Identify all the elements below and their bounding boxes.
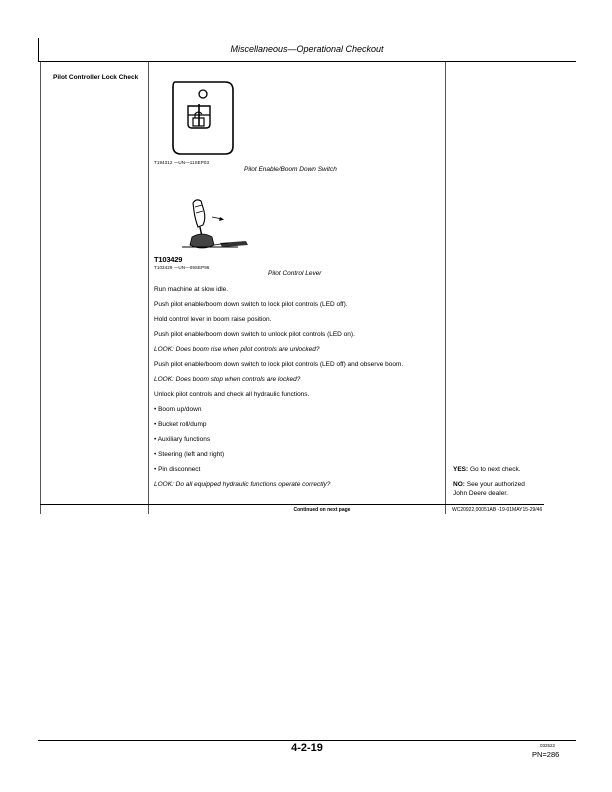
yes-label: YES: bbox=[453, 466, 469, 473]
look-check-text: LOOK: Does boom stop when controls are locked? bbox=[154, 376, 301, 383]
bullet-item: • Boom up/down bbox=[154, 406, 202, 413]
figure-caption: Pilot Control Lever bbox=[268, 270, 322, 277]
yes-text: Go to next check. bbox=[469, 466, 521, 473]
continued-note: Continued on next page bbox=[293, 507, 351, 513]
bullet-item: • Steering (left and right) bbox=[154, 451, 225, 458]
step-text: Run machine at slow idle. bbox=[154, 286, 229, 293]
footer-date-code: 032522 bbox=[540, 743, 556, 748]
page-header-title: Miscellaneous—Operational Checkout bbox=[230, 44, 384, 54]
no-text: See your authorized bbox=[466, 481, 525, 488]
figure-label: T103429 bbox=[154, 255, 183, 264]
column-divider-right bbox=[445, 62, 446, 514]
section-bottom-rule bbox=[40, 504, 544, 505]
look-check-text: LOOK: Do all equipped hydraulic functions operate correctly? bbox=[154, 481, 331, 488]
bullet-item: • Pin disconnect bbox=[154, 466, 201, 473]
step-text: Hold control lever in boom raise position. bbox=[154, 316, 272, 323]
step-text: Push pilot enable/boom down switch to lock pilot controls (LED off). bbox=[154, 301, 348, 308]
page-number: 4-2-19 bbox=[291, 742, 323, 754]
figure-code: T103429 —UN—09SEP96 bbox=[154, 265, 210, 270]
bullet-item: • Auxiliary functions bbox=[154, 436, 211, 443]
section-title: Pilot Controller Lock Check bbox=[53, 74, 139, 81]
footer-pn: PN=286 bbox=[532, 750, 560, 759]
left-border bbox=[40, 62, 41, 514]
step-text: Push pilot enable/boom down switch to unlock pilot controls (LED on). bbox=[154, 331, 355, 338]
no-label: NO: bbox=[453, 481, 465, 488]
reference-code: WC20922,00051AB -19-01MAY15-29/46 bbox=[452, 507, 543, 513]
footer-rule bbox=[38, 740, 576, 741]
figure-caption: Pilot Enable/Boom Down Switch bbox=[244, 166, 337, 173]
no-result bbox=[453, 480, 563, 498]
look-check-text: LOOK: Does boom rise when pilot controls are unlocked? bbox=[154, 346, 320, 353]
step-text: Push pilot enable/boom down switch to lock pilot controls (LED off) and observe boom. bbox=[154, 361, 404, 368]
pilot-switch-icon bbox=[171, 80, 235, 156]
no-text-cont: John Deere dealer. bbox=[453, 490, 508, 497]
control-lever-icon bbox=[168, 197, 264, 255]
bullet-item: • Bucket roll/dump bbox=[154, 421, 207, 428]
header-rule bbox=[38, 61, 576, 62]
yes-result bbox=[453, 465, 563, 474]
figure-code: T194312 —UN—11SEP03 bbox=[154, 160, 210, 165]
column-divider-left bbox=[148, 62, 149, 514]
step-text: Unlock pilot controls and check all hydraulic functions. bbox=[154, 391, 310, 398]
